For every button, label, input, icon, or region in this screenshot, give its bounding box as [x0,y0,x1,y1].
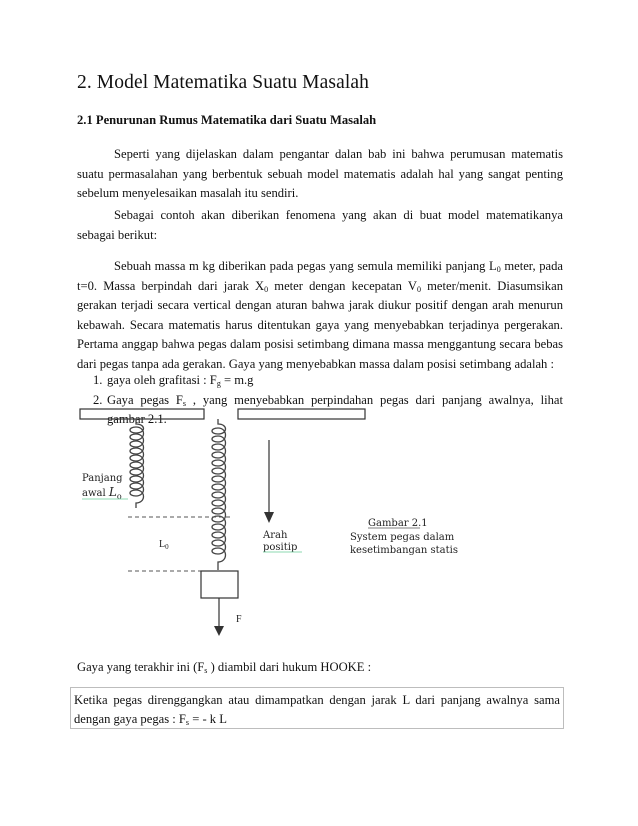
subscript: s [185,718,190,728]
spring-right [212,419,226,570]
label-panjang: Panjang [82,473,123,484]
label-force: F [236,614,242,625]
list-number: 2. [93,392,103,407]
subscript: s [204,666,208,675]
list-text: gaya oleh grafitasi : F [107,373,217,387]
mass-block [201,571,238,598]
label-positip: positip [263,542,298,553]
label-awal-sub: o [116,492,122,501]
paragraph-problem-a: Sebuah massa m kg diberikan pada pegas yang semula memiliki panjang L [114,259,497,273]
paragraph-intro [77,145,563,204]
paragraph-intro-text: Seperti yang dijelaskan dalam pengantar dalan bab ini bahwa perumusan matematis suatu permasalahan yang berbentuk sebuah model matematis adalah hal yang sangat penting sebelum menyelesaikan masalah itu sendiri. [77,147,563,201]
label-awal-text: awal [82,488,106,499]
label-arah: Arah [263,530,288,541]
label-l0-sub: 0 [165,543,169,551]
paragraph-hooke [77,658,563,678]
list-number: 1. [93,373,103,387]
spring-left [130,419,144,508]
paragraph-problem-d: meter/menit. Diasumsikan gerakan terjadi secara vertical dengan aturan bahwa jarak diukur positif dengan arah menurun kebawah. Secara matematis harus ditentukan gaya yang menyebabkan terjadinya pergerakan. Pertama anggap bahwa pegas dalam posisi setimbang dimana massa menggantung secara bebas dari pegas tanpa ada gerakan. Gaya yang menyebabkan massa dalam posisi setimbang adalah : [77,278,563,371]
list-item [77,371,563,391]
list-text: , yang menyebabkan perpindahan pegas dari panjang awalnya, lihat gambar 2.1. [107,392,563,427]
label-awal-var: L [108,485,117,499]
figure-caption-line3: kesetimbangan statis [350,545,458,556]
paragraph-hooke-pre: Gaya yang terakhir ini (F [77,660,205,674]
label-l0 [159,539,169,551]
direction-arrowhead [264,512,274,523]
paragraph-hooke-post: ) diambil dari hukum HOOKE : [207,660,372,674]
subscript: 0 [264,284,269,294]
spring-figure [70,400,490,645]
subscript: 0 [416,284,421,294]
paragraph-example [77,206,563,245]
hooke-law-post: = - k L [189,712,227,727]
subscript: s [182,398,187,408]
paragraph-example-text: Sebagai contoh akan diberikan fenomena yang akan di buat model matematikanya sebagai berikut: [77,208,563,242]
ceiling-left [80,409,204,419]
section-heading: 2.1 Penurunan Rumus Matematika dari Suatu Masalah [77,113,377,127]
ceiling-right [238,409,365,419]
subscript: 0 [496,265,501,274]
figure-caption-line2: System pegas dalam [350,532,455,543]
list-text: Gaya pegas F [107,392,183,407]
paragraph-problem [77,257,563,375]
hooke-law-box [70,687,564,729]
paragraph-problem-c: meter dengan kecepatan V [268,278,417,293]
page-title: 2. Model Matematika Suatu Masalah [77,72,369,93]
label-l0-text: L [159,539,166,550]
hooke-law-pre: Ketika pegas direnggangkan atau dimampatkan dengan jarak L dari panjang awalnya sama dengan gaya pegas : F [74,693,560,727]
figure-caption-title: Gambar 2.1 [368,518,428,529]
subscript: g [216,379,221,388]
paragraph-problem-b: meter, pada t=0. Massa berpindah dari jarak X [77,259,563,293]
list-text: = m.g [220,373,254,387]
force-arrowhead [214,626,224,636]
